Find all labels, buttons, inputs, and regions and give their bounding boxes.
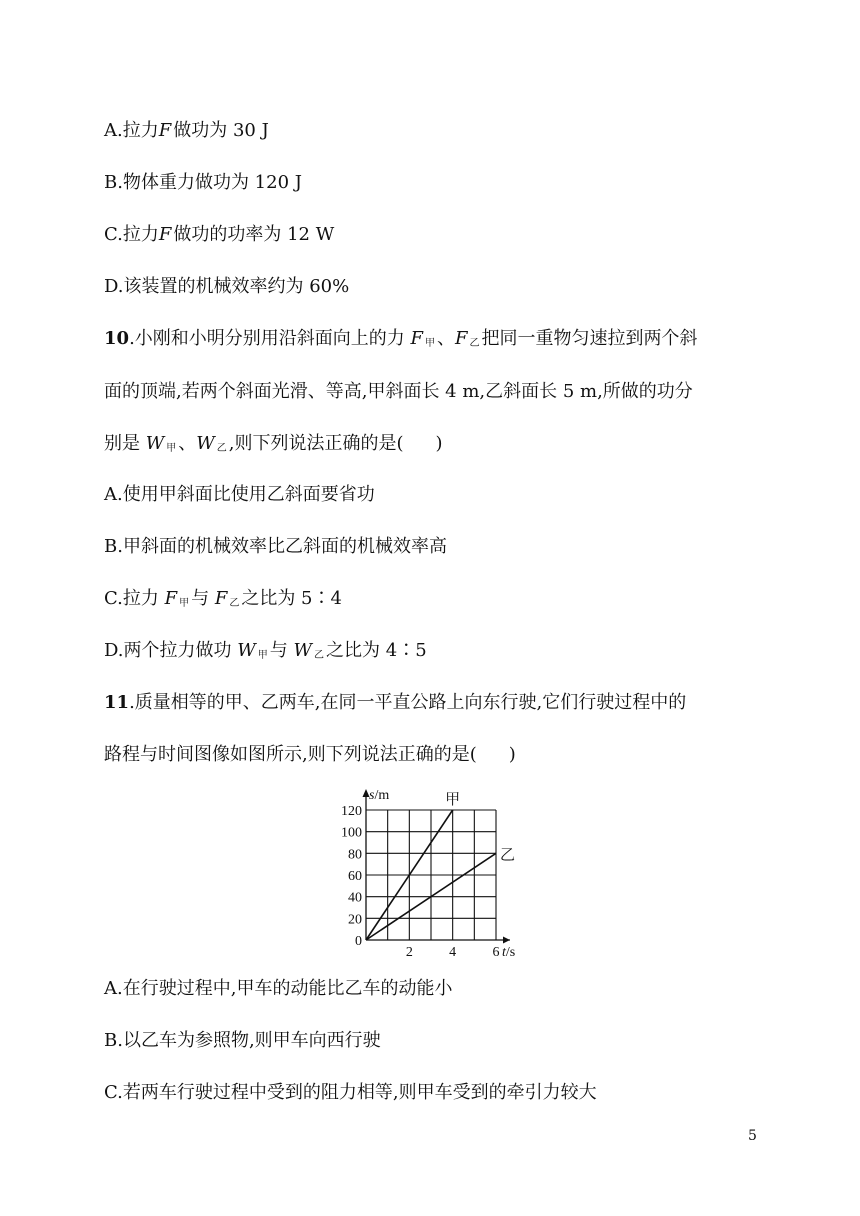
sub-jia: 甲	[257, 650, 268, 661]
q11-text-line-2: 路程与时间图像如图所示,则下列说法正确的是(	[104, 744, 477, 765]
x-tick-label: 6	[492, 945, 500, 960]
q9-option-c	[104, 223, 334, 247]
x-tick-label: 2	[405, 945, 413, 960]
y-tick-label: 100	[341, 825, 362, 841]
var-F: F	[158, 120, 172, 141]
q11-option-b-text: B.以乙车为参照物,则甲车向西行驶	[104, 1030, 381, 1051]
y-tick-label: 120	[341, 804, 362, 819]
q10-text-line-2: 面的顶端,若两个斜面光滑、等高,甲斜面长 4 m,乙斜面长 5 m,所做的功分	[104, 381, 693, 402]
y-tick-label: 40	[348, 890, 362, 906]
var-W: W	[293, 640, 313, 661]
q10-option-c-text-a: C.拉力	[104, 588, 159, 609]
paren-close: )	[435, 433, 443, 454]
x-axis-label: t/s	[502, 945, 516, 960]
sub-jia: 甲	[425, 338, 436, 349]
sub-yi: 乙	[469, 338, 480, 349]
q11-option-c-text: C.若两车行驶过程中受到的阻力相等,则甲车受到的牵引力较大	[104, 1082, 597, 1103]
sub-jia: 甲	[179, 598, 190, 609]
q11-option-a-text: A.在行驶过程中,甲车的动能比乙车的动能小	[104, 978, 453, 999]
q10-option-c	[104, 587, 342, 616]
series-label: 乙	[500, 845, 516, 864]
y-axis-label: s/m	[369, 788, 390, 803]
q9-option-a	[104, 119, 269, 143]
paren-close: )	[508, 744, 516, 765]
q10-number: 10	[104, 328, 130, 349]
var-F: F	[455, 328, 468, 349]
q10-option-d-text-a: D.两个拉力做功	[104, 640, 232, 661]
q10-text-b: 把同一重物匀速拉到两个斜	[481, 328, 698, 349]
sub-yi: 乙	[216, 443, 227, 454]
y-tick-label: 0	[355, 934, 362, 949]
q9-option-c-rest: 做功的功率为 12 W	[173, 224, 335, 245]
var-F: F	[410, 328, 424, 349]
q10-text-line-3a: 别是	[104, 433, 140, 454]
q10-option-d-mid: 与	[269, 640, 288, 661]
q10-stem-line-3	[104, 432, 443, 461]
q10-option-a	[104, 483, 375, 507]
q11-option-a	[104, 977, 452, 1001]
q11-option-c	[104, 1081, 597, 1105]
sub-yi: 乙	[314, 650, 325, 661]
q10-option-d-text-b: 之比为 4∶5	[326, 640, 427, 661]
q11-number: 11	[104, 692, 130, 713]
separator: 、	[178, 433, 197, 454]
q11-text-line-1: .质量相等的甲、乙两车,在同一平直公路上向东行驶,它们行驶过程中的	[129, 692, 687, 713]
q10-option-d	[104, 639, 427, 668]
var-F: F	[158, 224, 172, 245]
var-W: W	[145, 433, 165, 454]
q10-option-c-text-b: 之比为 5∶4	[241, 588, 342, 609]
q9-option-c-text: C.拉力	[104, 224, 159, 245]
q9-option-b-text: B.物体重力做功为 120 J	[104, 172, 302, 193]
y-tick-label: 20	[348, 912, 362, 928]
q10-option-b	[104, 535, 447, 559]
y-tick-label: 60	[348, 869, 362, 884]
s-t-graph	[330, 785, 540, 960]
var-F: F	[214, 588, 228, 609]
y-tick-label: 80	[348, 847, 362, 863]
x-tick-label: 4	[449, 945, 457, 960]
q10-option-a-text: A.使用甲斜面比使用乙斜面要省功	[104, 484, 375, 505]
q9-option-b	[104, 171, 302, 195]
series-label: 甲	[445, 790, 461, 808]
q11-option-b	[104, 1029, 381, 1053]
q11-stem-line-1	[104, 691, 686, 715]
q10-text-line-3b: ,则下列说法正确的是(	[228, 433, 404, 454]
q9-option-d	[104, 275, 349, 299]
q9-option-a-rest: 做功为 30 J	[173, 120, 269, 141]
q10-text-a: .小刚和小明分别用沿斜面向上的力	[129, 328, 405, 349]
q10-stem-line-1	[104, 327, 698, 356]
q9-option-a-text: A.拉力	[104, 120, 159, 141]
x-axis-arrow	[503, 937, 510, 944]
var-W: W	[237, 640, 256, 661]
sub-jia: 甲	[166, 443, 177, 454]
q9-option-d-text: D.该装置的机械效率约为 60%	[104, 276, 350, 297]
q10-option-c-mid: 与	[191, 588, 210, 609]
q11-stem-line-2	[104, 743, 516, 767]
sub-yi: 乙	[229, 598, 240, 609]
var-W: W	[196, 433, 215, 454]
q10-option-b-text: B.甲斜面的机械效率比乙斜面的机械效率高	[104, 536, 447, 557]
page-number: 5	[748, 1128, 757, 1144]
q10-stem-line-2	[104, 380, 693, 404]
separator: 、	[437, 328, 456, 349]
var-F: F	[164, 588, 178, 609]
